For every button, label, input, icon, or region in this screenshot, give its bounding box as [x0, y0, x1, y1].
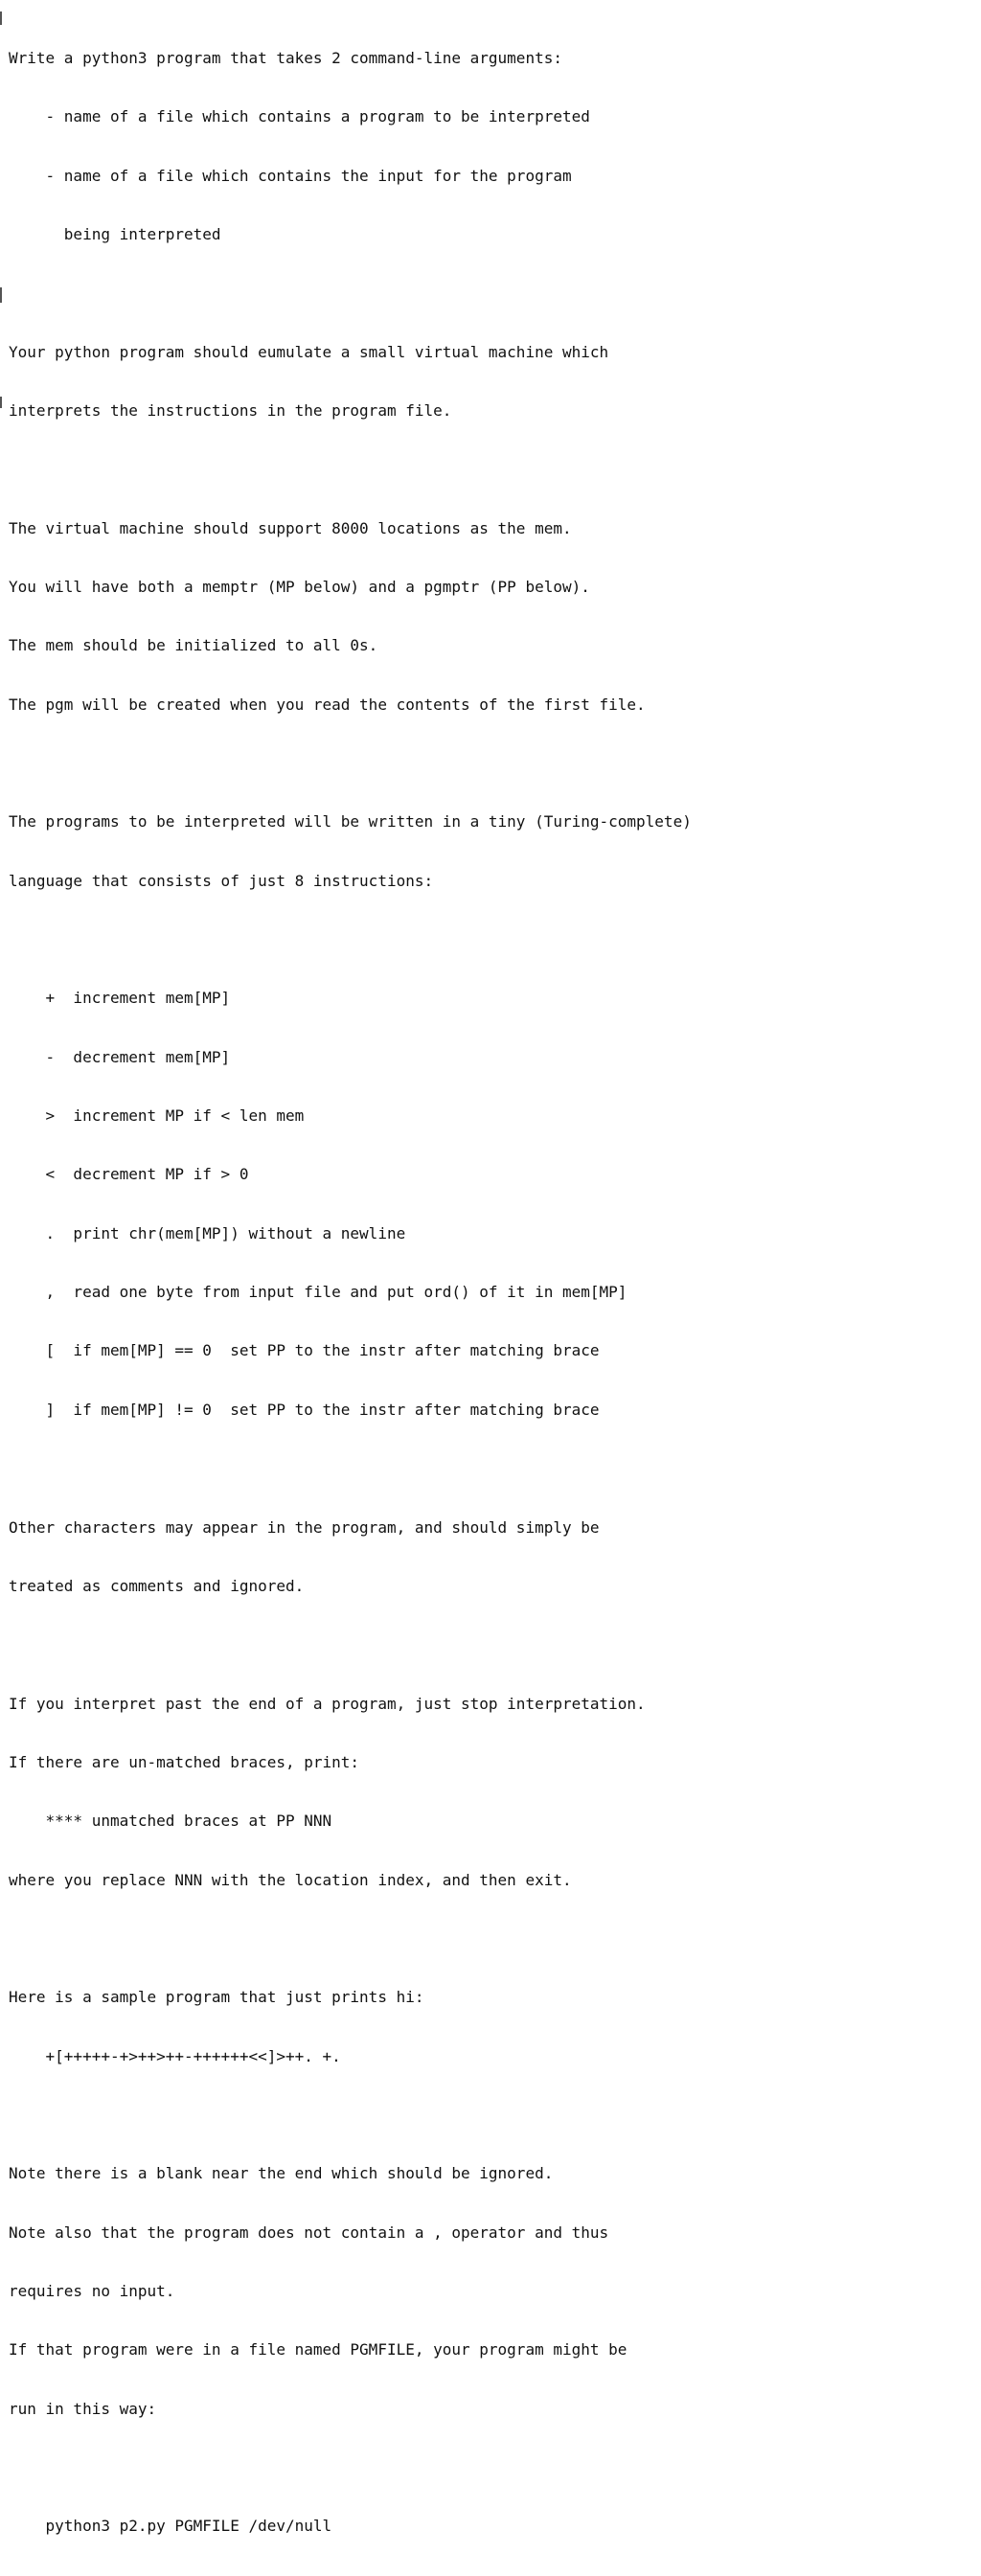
text-line: Here is a sample program that just prints hi:: [9, 1988, 424, 2007]
instruction-line: > increment MP if < len mem: [9, 1106, 305, 1126]
text-line: run in this way:: [9, 2399, 157, 2418]
text-line: Note also that the program does not contain a , operator and thus: [9, 2223, 609, 2242]
text-line: The virtual machine should support 8000 locations as the mem.: [9, 518, 572, 537]
text-line: If you interpret past the end of a program, just stop interpretation.: [9, 1694, 646, 1713]
blank-line: [9, 1459, 692, 1478]
command-example-line: python3 p2.py PGMFILE /dev/null: [9, 2517, 332, 2536]
instruction-line: , read one byte from input file and put ord() of it in mem[MP]: [9, 1283, 627, 1302]
text-line: language that consists of just 8 instructions:: [9, 871, 434, 890]
text-line: treated as comments and ignored.: [9, 1576, 305, 1595]
blank-line: [9, 1635, 692, 1654]
text-line: Note there is a blank near the end which should be ignored.: [9, 2164, 554, 2183]
window-edge-mark: [0, 11, 2, 25]
blank-line: [9, 1929, 692, 1949]
error-message-line: **** unmatched braces at PP NNN: [9, 1812, 332, 1831]
assignment-text: [9, 10, 692, 2576]
instruction-line: - decrement mem[MP]: [9, 1047, 231, 1066]
window-edge-mark: [0, 397, 2, 408]
text-line: The pgm will be created when you read the contents of the first file.: [9, 695, 646, 714]
sample-program-line: +[+++++-+>++>++-++++++<<]>++. +.: [9, 2046, 341, 2065]
text-line: If that program were in a file named PGMFILE, your program might be: [9, 2340, 627, 2359]
text-line: - name of a file which contains the input for the program: [9, 166, 572, 185]
blank-line: [9, 2458, 692, 2477]
text-line: The programs to be interpreted will be written in a tiny (Turing-complete): [9, 812, 692, 832]
instruction-line: + increment mem[MP]: [9, 989, 231, 1008]
text-line: The mem should be initialized to all 0s.: [9, 636, 378, 655]
text-line: You will have both a memptr (MP below) and a pgmptr (PP below).: [9, 578, 590, 596]
blank-line: [9, 754, 692, 773]
text-line: - name of a file which contains a program to be interpreted: [9, 107, 590, 126]
text-line: Write a python3 program that takes 2 command-line arguments:: [9, 48, 562, 67]
text-line: interprets the instructions in the program file.: [9, 400, 452, 420]
blank-line: [9, 460, 692, 479]
text-line: requires no input.: [9, 2281, 175, 2300]
instruction-line: . print chr(mem[MP]) without a newline: [9, 1223, 406, 1242]
text-line: Your python program should eumulate a small virtual machine which: [9, 342, 609, 361]
text-line: If there are un-matched braces, print:: [9, 1752, 360, 1771]
instruction-line: [ if mem[MP] == 0 set PP to the instr after matching brace: [9, 1341, 600, 1360]
text-line: Other characters may appear in the program, and should simply be: [9, 1517, 600, 1537]
blank-line: [9, 2106, 692, 2125]
window-edge-mark: [0, 287, 2, 303]
instruction-line: ] if mem[MP] != 0 set PP to the instr after matching brace: [9, 1400, 600, 1419]
text-line: being interpreted: [9, 224, 221, 243]
blank-line: [9, 284, 692, 303]
text-line: where you replace NNN with the location index, and then exit.: [9, 1870, 572, 1889]
instruction-line: < decrement MP if > 0: [9, 1165, 249, 1184]
blank-line: [9, 930, 692, 949]
